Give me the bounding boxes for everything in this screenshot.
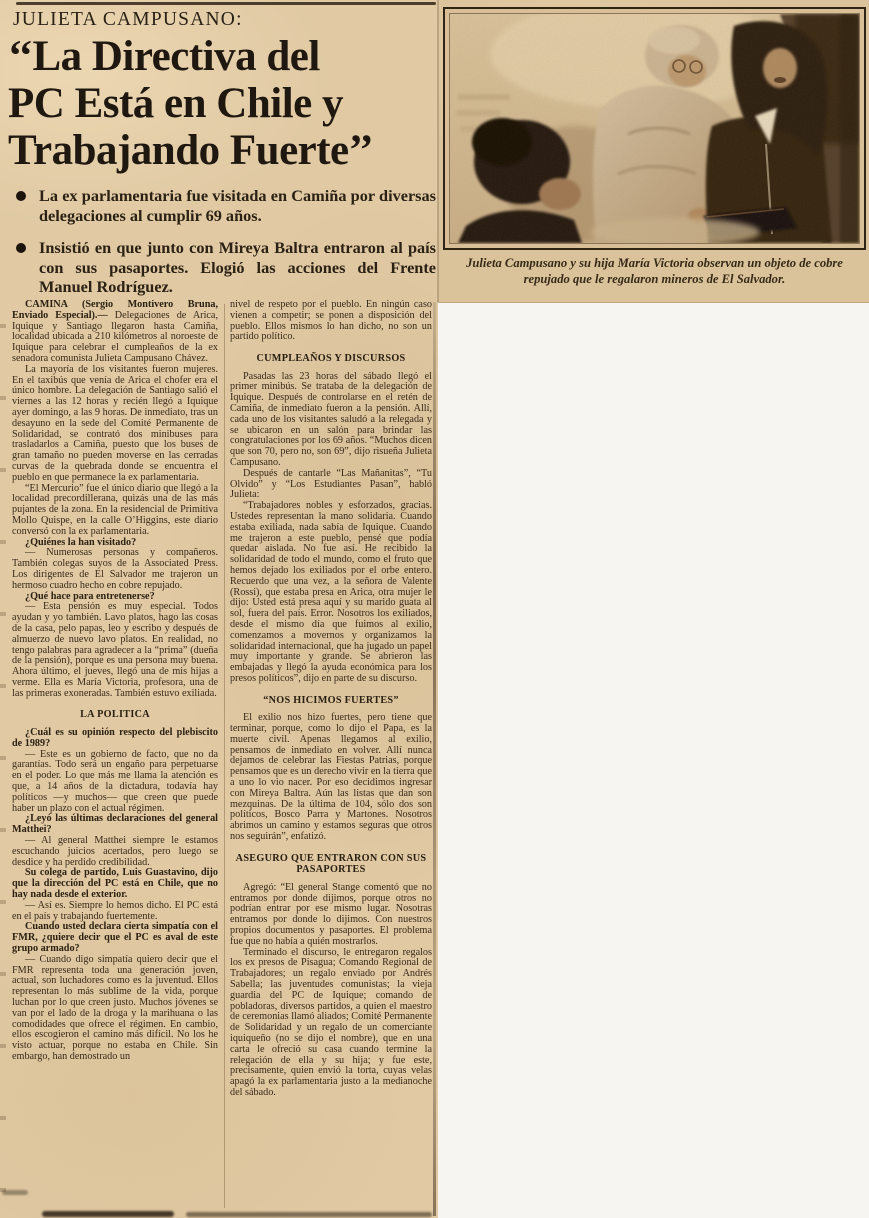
body-paragraph: nivel de respeto por el pueblo. En ningún caso vienen a competir; se ponen a disposición del pueblo. Ellos mismos lo han dicho, no son un partido político. (230, 300, 432, 343)
body-paragraph: Después de cantarle “Las Mañanitas”, “Tu Olvido” y “Los Estudiantes Pasan”, habló Julieta: (230, 467, 432, 501)
interview-question: ¿Quiénes la han visitado? (25, 536, 137, 548)
body-paragraph: — Así es. Siempre lo hemos dicho. El PC está en el país y trabajando fuertemente. (12, 899, 218, 922)
interview-question: ¿Qué hace para entretenerse? (25, 590, 155, 602)
section-subhead: ASEGURO QUE ENTRARON CON SUS PASAPORTES (235, 852, 427, 876)
headline-line: Trabajando Fuerte’’ (8, 127, 374, 174)
headline-line: ‘‘La Directiva del (8, 33, 320, 80)
interview-question: Su colega de partido, Luis Guastavino, dijo que la dirección del PC está en Chile, que no hay nada desde el exterior. (12, 867, 218, 900)
clipping-right-edge (433, 302, 436, 1216)
section-subhead: LA POLITICA (80, 709, 150, 721)
photo-halftone-grain (450, 14, 859, 243)
body-paragraph: CAMIÑA (Sergio Montivero Bruna, Enviado Especial).— Delegaciones de Arica, Iquique y Santiago llegaron hasta Camiña, localidad ubicada a 210 kilómetros al noroeste de Iquique para celebrar el cumpleaños de la ex senadora comunista Julieta Campusano Chávez. (12, 300, 218, 364)
photo-caption: Julieta Campusano y su hija María Victoria observan un objeto de cobre repujado que le regalaron mineros de El Salvador. (466, 256, 843, 286)
clipping-top-edge-line (16, 2, 436, 5)
body-column-1 (12, 300, 218, 1214)
summary-bullet (12, 186, 436, 225)
summary-bullet (12, 238, 436, 297)
column-divider-line (224, 304, 225, 1208)
body-paragraph: La mayoría de los visitantes fueron mujeres. En el taxibús que venía de Arica el chofer era el único hombre. La delegación de Santiago salió el viernes a las 12 horas y recién llegó a Iquique ayer domingo, a las 9 horas. De inmediato, tras un desayuno en la sede del Comité Permanente de Solidaridad, se contrató dos minibuses para trasladarlos a Camiña, puesto que los buses de gran tamaño no pueden moverse en las cerradas curvas de la quebrada donde se encuentra el pueblo en que permanece la ex parlamentaria. (12, 363, 218, 483)
body-paragraph: — Este es un gobierno de facto, que no da garantías. Todo será un engaño para perpetuarse en el poder. Lo que más me llama la atención es que, a 14 años de la dictadura, todavía hay políticos —y muchos— que creen que puede haber un plazo con el actual régimen. (12, 748, 218, 814)
body-paragraph: — Cuando digo simpatía quiero decir que el FMR representa toda una generación joven, actual, son luchadores como es la juventud. Ellos representan lo más sublime de la vida, porque luchan por lo que creen justo. Muchos jóvenes se van por el lado de la droga y la marihuana o las comodidades que ofrece el régimen. En cambio, ellos escogieron el camino más difícil. No los he visto actuar, porque no estaba en Chile. Sin embargo, han demostrado un (12, 953, 218, 1062)
article-photo (443, 7, 866, 250)
headline (8, 33, 438, 174)
scan-artifact-left-edge (0, 290, 6, 1200)
section-subhead: CUMPLEAÑOS Y DISCURSOS (256, 353, 406, 365)
headline-line: PC Está en Chile y (8, 80, 343, 127)
body-paragraph: Terminado el discurso, le entregaron regalos los ex presos de Pisagua; Comando Regional de Trabajadores; un regalo enviado por Andrés Sabella; las juventudes comunistas; la vieja guardia del PC de Iquique; comando de pobladoras, diversos partidos, a quien el maestro de ceremonias llamó aliados; Comité Permanente de Solidaridad y un regalo de un comerciante iquiqueño (no se dijo el nombre), que en una carta le ofreció su casa cuando termine la relegación de ella y su hija; y fue este, precisamente, quien envió la torta, cuyas velas apagó la ex parlamentaria justo a la medianoche del sábado. (230, 946, 432, 1098)
summary-bullet-text: Insistió en que junto con Mireya Baltra entraron al país con sus pasaportes. Elogió las acciones del Frente Manuel Rodríguez. (39, 238, 436, 296)
bullet-dot-icon (16, 243, 26, 253)
body-paragraph: Agregó: “El general Stange comentó que no entramos por donde dijimos, porque otros no podrían entrar por ese mismo lugar. Nosotras entramos por donde lo dijimos. Con nuestros propios documentos y pasaportes. El problema fue que no había a quién mostrarlos. (230, 881, 432, 947)
summary-bullets (12, 186, 436, 310)
bullet-dot-icon (16, 191, 26, 201)
body-paragraph: — Numerosas personas y compañeros. También colegas suyos de la Associated Press. Los dirigentes de El Salvador me trajeron un hermoso cuadro hecho en cobre repujado. (12, 547, 218, 591)
body-paragraph: El exilio nos hizo fuertes, pero tiene que terminar, porque, como lo dijo el Papa, es la muerte civil. Apenas llegamos al exilio, pensamos de inmediato en volver. Allí nunca dejamos de celebrar las Fiestas Patrias, porque pensamos que es un derecho vivir en la tierra que a uno lo vio nacer. Por eso decidimos ingresar con Mireya Baltra. Aún las listas que dan son mezquinas. De la última de 104, sólo dos son políticos, Bosco Parra y Martones. Nosotros abrimos un camino y estamos seguras que otros nos seguirán”, enfatizó. (230, 712, 432, 843)
body-paragraph: — Al general Matthei siempre le estamos escuchando juicios acertados, pero luego se desdice y ha perdido credibilidad. (12, 834, 218, 868)
summary-bullet-text: La ex parlamentaria fue visitada en Camiña por diversas delegaciones al cumplir 69 años. (39, 186, 436, 225)
photo-illustration (450, 14, 859, 243)
body-paragraph: Pasadas las 23 horas del sábado llegó el primer minibús. Se trataba de la delegación de Iquique. Después de controlarse en el retén de Camiña, de inmediato fueron a la pensión. Allí, cada uno de los visitantes saludó a la relegada y se ubicaron en un salón para brindar las congratulaciones por los 69 años. “Muchos dicen que son 70, pero no, son 69”, dijo risueña Julieta Campusano. (230, 370, 432, 469)
body-paragraph: — Esta pensión es muy especial. Todos ayudan y yo también. Lavo platos, hago las cosas de la casa, pelo papas, leo y escribo y después de almuerzo de nuevo lavo platos. En realidad, no tengo palabras para agradecer a la “prima” (dueña de la pensión), porque es una persona muy buena. Ahora último, el jueves, llegó una de mis hijas a verme. Ella es María Victoria, profesora, una de las primeras exoneradas. También estuvo exiliada. (12, 601, 218, 699)
interview-question: Cuando usted declara cierta simpatía con el FMR, ¿quiere decir que el PC es aval de este grupo armado? (12, 921, 218, 954)
interview-question: ¿Leyó las últimas declaraciones del general Matthei? (12, 813, 218, 836)
interview-question: ¿Cuál es su opinión respecto del plebiscito de 1989? (12, 726, 218, 749)
body-column-2 (230, 300, 432, 1214)
body-paragraph: “Trabajadores nobles y esforzados, gracias. Ustedes representan la mano solidaria. Cuando estaba exiliada, nada sabía de Iquique. Cuando me trajeron a este pueblo, pensé que podía quedar aislada. No fue así. He recibido la solidaridad de todo el mundo, como el fruto que hemos dejado los exiliados por el orbe entero. Recuerdo que una vez, a la señora de Valente (Rossi), que estaba presa en Arica, otra mujer le dijo: Usted está presa aquí y su marido guata al sol, fuera del país. Error. Nosotros los exiliados, desde el mismo día que fuimos al exilio, comenzamos a movernos y organizamos la solidaridad internacional, que ha jugado un papel muy importante y grande. Se abrieron las embajadas y llegó la ayuda económica para los presos políticos”, dijo en parte de su discurso. (230, 500, 432, 684)
kicker: JULIETA CAMPUSANO: (13, 9, 243, 30)
body-paragraph: “El Mercurio” fue el único diario que llegó a la localidad precordillerana, quizás una de las más pujantes de la zona. En la residencial de Primitiva Mollo Quispe, en la calle O’Higgins, este diario conversó con la ex parlamentaria. (12, 482, 218, 537)
section-subhead: “NOS HICIMOS FUERTES” (263, 694, 399, 706)
